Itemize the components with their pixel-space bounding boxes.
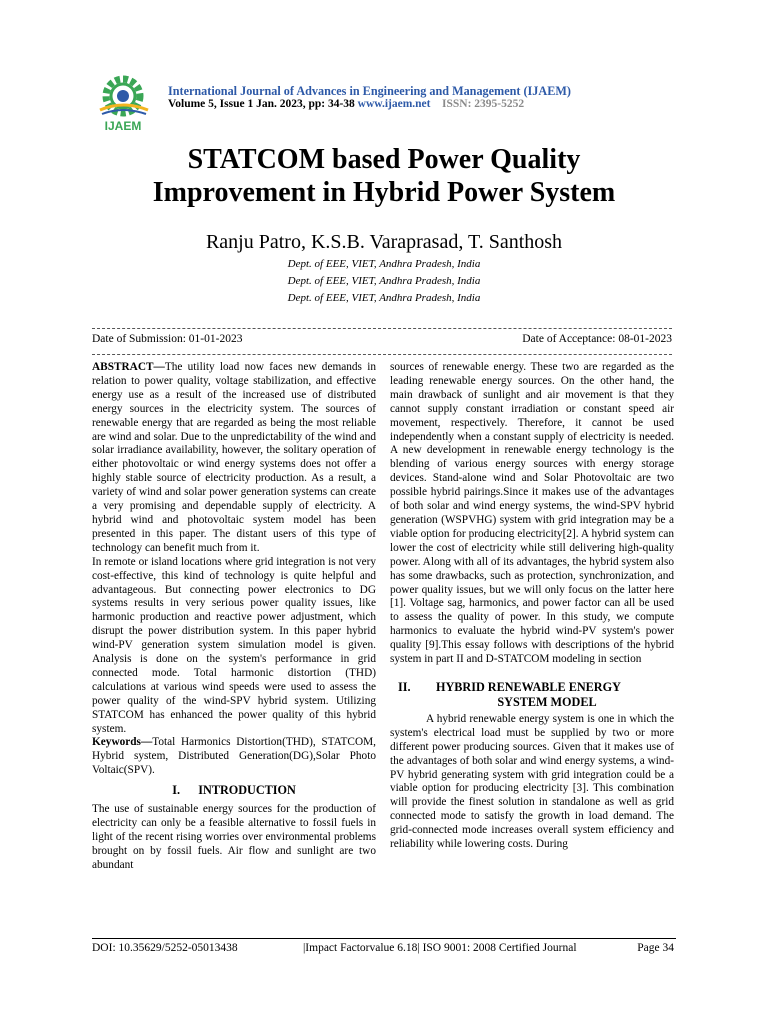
doi: DOI: 10.35629/5252-05013438 [92, 942, 238, 954]
section-2-title-line-2: SYSTEM MODEL [497, 694, 597, 709]
acceptance-date: Date of Acceptance: 08-01-2023 [522, 333, 672, 345]
section-2-number: II. [398, 679, 411, 694]
submission-date: Date of Submission: 01-01-2023 [92, 333, 243, 345]
dates-row [92, 333, 672, 345]
section-2-title-line-1: HYBRID RENEWABLE ENERGY [436, 679, 621, 694]
footer-rule [92, 938, 676, 939]
paper-title [0, 143, 768, 209]
left-column [92, 361, 376, 873]
keywords [92, 736, 376, 778]
logo-text: IJAEM [104, 119, 142, 133]
page-footer [92, 942, 676, 954]
section-2-paragraph-1: A hybrid renewable energy system is one in which the system's electrical load must be supplied by two or more different power producing sources. Given that it makes use of the advantages of both solar and wind energy systems, a wind-PV hybrid generating system with grid integration could be a viable option for producing electricity [3]. This combination will provide the finest solution in standalone as well as grid connected mode to satisfy the growth in load demand. The grid-connected mode increases overall system efficiency and reliability while lowering costs. During [390, 712, 674, 851]
author-list: Ranju Patro, K.S.B. Varaprasad, T. Santhosh [205, 231, 563, 253]
impact-factor: |Impact Factorvalue 6.18| ISO 9001: 2008 Certified Journal [303, 942, 577, 954]
abstract-paragraph-2: In remote or island locations where grid integration is not very cost-effective, this kind of technology is quite helpful and advantageous. But connecting power electronics to DG systems results in very serious power quality issues, like harmonic production and reactive power adjustment, which disrupt the power distribution system. In this paper hybrid wind-PV generation system simulation model is given. Analysis is done on the system's performance in grid connected mode. Total harmonic distortion (THD) calculations at various wind speeds were used to assess the power quality of the wind-SPV hybrid system. Utilizing STATCOM has enhanced the power quality of this hybrid system. [92, 555, 376, 735]
abstract-label: ABSTRACT— [92, 361, 165, 373]
issn: ISSN: 2395-5252 [442, 98, 525, 110]
issue-info [168, 98, 524, 110]
keywords-text: Total Harmonics Distortion(THD), STATCOM, Hybrid system, Distributed Generation(DG),Solar Photo Voltaic(SPV). [92, 736, 376, 777]
right-paragraph-1: sources of renewable energy. These two are regarded as the leading renewable energy sources. On the other hand, the main drawback of sunlight and air movement is that they cannot supply constant irradiation or constant speed air movement, respectively. Therefore, it cannot be used independently when a constant supply of electricity is needed. A new development in renewable energy technology is the blending of various energy sources with energy storage devices. Stand-alone wind and Solar Photovoltaic are two possible hybrid pairings.Since it makes use of the advantages of both solar and wind energy systems, the wind-SPV hybrid generation (WSPVHG) system with grid integration may be a viable option for producing electricity[2]. A hybrid system can lower the cost of electricity while still delivering high-quality power. Along with all of its advantages, the hybrid system also has some drawbacks, such as protection, synchronization, and power quality issues, but we will only focus on the latter here [1]. Voltage sag, harmonics, and power factor can all be used to assess the quality of power. In this study, we compute harmonics to evaluate the hybrid wind-PV system's power quality [9].This essay follows with descriptions of the hybrid system in part II and D-STATCOM modeling in section [390, 361, 674, 666]
right-column [390, 361, 674, 852]
journal-website[interactable]: www.ijaem.net [357, 98, 431, 110]
dashed-divider-bottom [92, 354, 672, 355]
title-line-1: STATCOM based Power Quality [187, 144, 581, 175]
affiliation-3: Dept. of EEE, VIET, Andhra Pradesh, India [287, 292, 481, 304]
ijaem-logo [92, 70, 158, 134]
keywords-label: Keywords— [92, 736, 153, 749]
intro-heading: I. INTRODUCTION [172, 783, 296, 798]
intro-paragraph-1: The use of sustainable energy sources for the production of electricity can only be a feasible alternative to fossil fuels in light of the recent rising worries over environmental problems brought on by fossil fuels. Air flow and sunlight are two abundant [92, 803, 376, 871]
gear-icon [100, 79, 148, 114]
page-number: Page 34 [637, 942, 674, 954]
abstract-text-1: The utility load now faces new demands in relation to power quality, voltage stabilization, and effective energy use as a result of the increased use of distributed energy sources in the electricity system. The sources of renewable energy that are regarded as being the most reliable are wind and solar. Due to the unpredictability of the wind and solar irradiance availability, however, the solitary operation of either photovoltaic or wind energy systems does not offer a highly stable source of electricity production. As a result, a variety of wind and solar power generation systems can create a very promising and dependable supply of electricity. A hybrid wind and photovoltaic system model has been presented in this paper. The distant users of this type of technology can benefit much from it. [92, 361, 376, 554]
affiliations [0, 256, 768, 307]
title-line-2: Improvement in Hybrid Power System [152, 177, 616, 208]
affiliation-2: Dept. of EEE, VIET, Andhra Pradesh, India [287, 275, 481, 287]
journal-name: International Journal of Advances in Engineering and Management (IJAEM) [168, 84, 571, 98]
abstract-paragraph-1 [92, 361, 376, 556]
affiliation-1: Dept. of EEE, VIET, Andhra Pradesh, India [287, 258, 481, 270]
dashed-divider-top [92, 328, 672, 329]
volume-pages: Volume 5, Issue 1 Jan. 2023, pp: 34-38 [168, 98, 358, 110]
section-2-heading [390, 680, 674, 710]
